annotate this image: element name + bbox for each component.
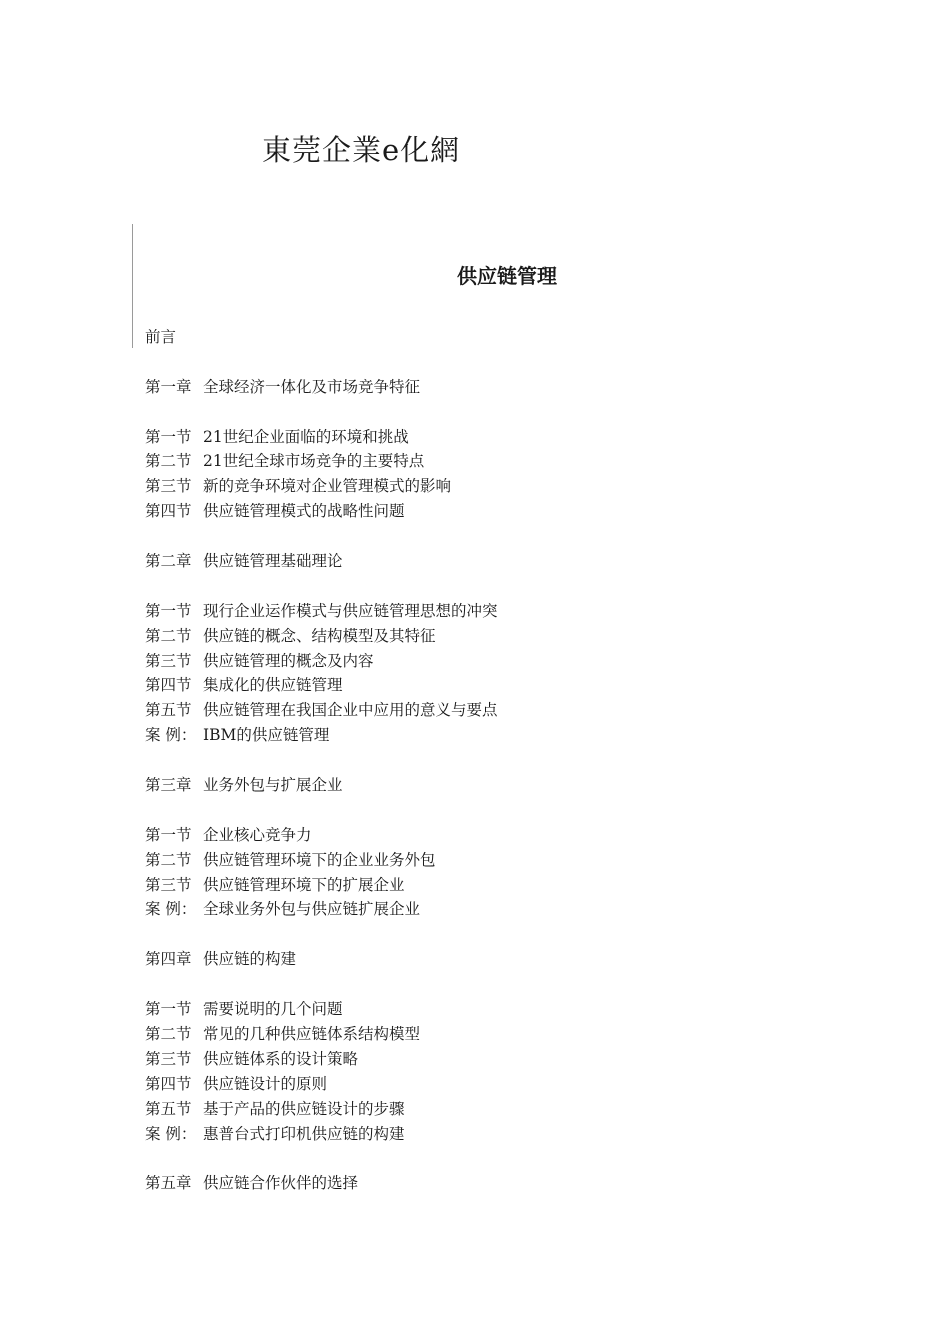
toc-entry-number: 第二节 bbox=[145, 452, 192, 471]
toc-entry bbox=[145, 549, 498, 574]
toc-entry-number: 第三节 bbox=[145, 477, 192, 496]
toc-entry-text: 供应链管理的概念及内容 bbox=[203, 651, 374, 670]
toc-entry-number: 前言 bbox=[145, 328, 177, 346]
toc-spacer bbox=[145, 922, 498, 947]
toc-entry-number: 第二节 bbox=[145, 1024, 192, 1043]
toc-entry bbox=[145, 848, 498, 873]
toc-entry-text: 全球经济一体化及市场竞争特征 bbox=[203, 377, 421, 396]
toc-entry bbox=[145, 997, 498, 1022]
toc-entry bbox=[145, 325, 498, 350]
toc-entry bbox=[145, 449, 498, 474]
toc-entry-number: 案 例： bbox=[145, 1124, 197, 1143]
toc-entry-text: 供应链管理在我国企业中应用的意义与要点 bbox=[203, 701, 498, 720]
toc-entry-text: 供应链设计的原则 bbox=[203, 1074, 328, 1093]
toc-entry bbox=[145, 599, 498, 624]
toc-entry-text: 惠普台式打印机供应链的构建 bbox=[203, 1124, 405, 1143]
toc-entry bbox=[145, 425, 498, 450]
toc-entry-number: 案 例： bbox=[145, 900, 197, 919]
toc-entry-number: 第一节 bbox=[145, 1000, 192, 1019]
toc-entry bbox=[145, 673, 498, 698]
site-title: 東莞企業e化網 bbox=[262, 133, 461, 167]
toc-entry-text: 供应链管理基础理论 bbox=[203, 552, 343, 571]
toc-entry-text: 供应链体系的设计策略 bbox=[203, 1049, 359, 1068]
toc-entry-text: IBM的供应链管理 bbox=[203, 726, 330, 745]
toc-entry-number: 第四节 bbox=[145, 676, 192, 695]
toc-entry-text: 业务外包与扩展企业 bbox=[203, 776, 343, 795]
toc-entry-number: 第五节 bbox=[145, 701, 192, 720]
toc-spacer bbox=[145, 400, 498, 425]
toc-entry-text: 基于产品的供应链设计的步骤 bbox=[203, 1099, 405, 1118]
toc-entry bbox=[145, 1171, 498, 1196]
toc-spacer bbox=[145, 972, 498, 997]
toc-entry-number: 第五章 bbox=[145, 1174, 192, 1193]
toc-entry-text: 供应链管理模式的战略性问题 bbox=[203, 502, 405, 521]
toc-entry bbox=[145, 1022, 498, 1047]
toc-entry-text: 21世纪企业面临的环境和挑战 bbox=[203, 427, 409, 446]
toc-spacer bbox=[145, 350, 498, 375]
toc-entry-text: 新的竞争环境对企业管理模式的影响 bbox=[203, 477, 452, 496]
toc-entry bbox=[145, 773, 498, 798]
toc-entry-number: 第三章 bbox=[145, 776, 192, 795]
toc-entry bbox=[145, 1047, 498, 1072]
toc-entry bbox=[145, 1122, 498, 1147]
toc-entry-text: 全球业务外包与供应链扩展企业 bbox=[203, 900, 421, 919]
toc-entry-text: 供应链的构建 bbox=[203, 950, 297, 969]
toc-entry-text: 供应链管理环境下的企业业务外包 bbox=[203, 850, 436, 869]
toc-entry-number: 第三节 bbox=[145, 875, 192, 894]
toc-entry-text: 供应链合作伙伴的选择 bbox=[203, 1174, 359, 1193]
toc-entry bbox=[145, 624, 498, 649]
toc-entry bbox=[145, 873, 498, 898]
toc-entry-number: 第三节 bbox=[145, 651, 192, 670]
toc-entry-text: 21世纪全球市场竞争的主要特点 bbox=[203, 452, 425, 471]
toc-entry-number: 第三节 bbox=[145, 1049, 192, 1068]
toc-entry bbox=[145, 723, 498, 748]
toc-entry-number: 案 例： bbox=[145, 726, 197, 745]
toc-entry bbox=[145, 897, 498, 922]
toc-entry-text: 需要说明的几个问题 bbox=[203, 1000, 343, 1019]
toc-entry-number: 第一节 bbox=[145, 825, 192, 844]
toc-spacer bbox=[145, 1146, 498, 1171]
toc-entry bbox=[145, 1072, 498, 1097]
toc-entry-text: 集成化的供应链管理 bbox=[203, 676, 343, 695]
toc-spacer bbox=[145, 524, 498, 549]
toc-entry-number: 第二节 bbox=[145, 850, 192, 869]
toc-entry bbox=[145, 1097, 498, 1122]
toc-entry bbox=[145, 698, 498, 723]
toc-entry bbox=[145, 474, 498, 499]
toc-entry-text: 企业核心竞争力 bbox=[203, 825, 312, 844]
toc-entry-number: 第四节 bbox=[145, 1074, 192, 1093]
toc-entry-number: 第五节 bbox=[145, 1099, 192, 1118]
toc-entry-text: 现行企业运作模式与供应链管理思想的冲突 bbox=[203, 601, 498, 620]
toc-entry-number: 第一节 bbox=[145, 601, 192, 620]
toc-entry-number: 第二节 bbox=[145, 626, 192, 645]
table-of-contents bbox=[145, 325, 498, 1196]
toc-spacer bbox=[145, 798, 498, 823]
toc-entry bbox=[145, 823, 498, 848]
toc-entry-text: 供应链管理环境下的扩展企业 bbox=[203, 875, 405, 894]
toc-entry bbox=[145, 649, 498, 674]
toc-entry bbox=[145, 375, 498, 400]
toc-entry-number: 第一章 bbox=[145, 377, 192, 396]
toc-entry-text: 常见的几种供应链体系结构模型 bbox=[203, 1024, 421, 1043]
margin-line bbox=[132, 224, 133, 348]
toc-spacer bbox=[145, 574, 498, 599]
toc-entry-text: 供应链的概念、结构模型及其特征 bbox=[203, 626, 436, 645]
toc-entry-number: 第四章 bbox=[145, 950, 192, 969]
toc-entry bbox=[145, 947, 498, 972]
toc-entry bbox=[145, 499, 498, 524]
toc-entry-number: 第四节 bbox=[145, 502, 192, 521]
toc-entry-number: 第二章 bbox=[145, 552, 192, 571]
document-title: 供应链管理 bbox=[457, 264, 557, 288]
toc-entry-number: 第一节 bbox=[145, 427, 192, 446]
toc-spacer bbox=[145, 748, 498, 773]
